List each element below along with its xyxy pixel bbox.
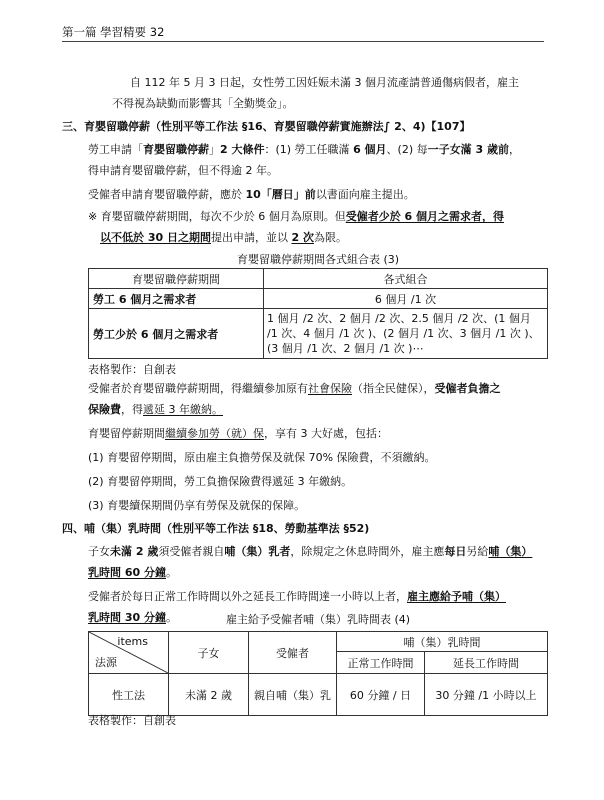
table-2-header-group: 哺（集）乳時間 [337,632,548,652]
table-2-row-extended: 30 分鐘 /1 小時以上 [425,674,548,716]
table-2-diagonal-header [89,632,169,674]
section-4-para-1: 子女未滿 2 歲須受僱者親自哺（集）乳者，除規定之休息時間外，雇主應每日另給哺（集） [88,545,533,558]
table-row [89,269,548,289]
table-2-row-law: 性工法 [89,674,169,716]
section-3-para-5: 育嬰留停薪期間繼續參加勞（就）保，享有 3 大好處，包括： [88,427,388,440]
table-2-sub-normal: 正常工作時間 [337,652,425,674]
table-1-row-1-value: 6 個月 /1 次 [264,289,548,309]
section-3-note-line-2: 以不低於 30 日之期間提出申請，並以 2 次為限。 [100,231,347,244]
table-2-row-child: 未滿 2 歲 [169,674,249,716]
section-4-para-2-line-2: 乳時間 30 分鐘。 [88,611,177,624]
table-1-row-1-label: 勞工 6 個月之需求者 [89,289,264,309]
intro-line-2: 不得視為缺勤而影響其「全勤獎金」。 [112,97,294,110]
table-1-row-2-value: 1 個月 /2 次、2 個月 /2 次、2.5 個月 /2 次、(1 個月 /1 次、4 個月 /1 次 )、(2 個月 /1 次、3 個月 /1 次 )、 (3 個月 /1 次、2 個月 /1 次 )⋯ [264,309,548,359]
table-2-sub-extended: 延長工作時間 [425,652,548,674]
table-2-caption: 雇主給予受僱者哺（集）乳時間表 (4) [225,613,411,626]
table-row [89,674,548,716]
section-3-note: ※ 育嬰留職停薪期間，每次不少於 6 個月為原則。但受僱者少於 6 個月之需求者，得 [88,210,505,223]
table-2-row-employee: 親自哺（集）乳 [249,674,337,716]
table-2-header-child: 子女 [169,632,249,674]
section-4-title: 四、哺（集）乳時間（性別平等工作法 §18、勞動基準法 §52) [62,522,370,535]
table-1-note: 表格製作：自創表 [88,363,176,376]
table-1 [88,268,548,359]
table-row [89,632,548,652]
page-header: 第一篇 學習精要 32 [62,25,165,39]
section-3-para-2: 受僱者申請育嬰留職停薪，應於 10「曆日」前以書面向雇主提出。 [88,188,415,201]
section-3-para-4: 受僱者於育嬰留職停薪期間，得繼續參加原有社會保險（指全民健保），受僱者負擔之 [88,382,501,395]
section-4-para-1-line-2: 乳時間 60 分鐘。 [88,566,177,579]
header-divider [62,41,544,42]
benefit-item-3: (3) 育嬰續保期間仍享有勞保及就保的保障。 [88,499,306,512]
section-4-para-2: 受僱者於每日正常工作時間以外之延長工作時間達一小時以上者，雇主應給予哺（集） [88,590,506,603]
table-1-caption: 育嬰留職停薪期間各式組合表 (3) [236,253,400,266]
table-2-header-employee: 受僱者 [249,632,337,674]
table-2-note: 表格製作：自創表 [88,714,176,727]
table-1-header-period: 育嬰留職停薪期間 [89,269,264,289]
section-3-para-1: 勞工申請「育嬰留職停薪」2 大條件：(1) 勞工任職滿 6 個月、(2) 每一子女滿 3 歲前， [88,143,520,156]
table-1-header-combos: 各式組合 [264,269,548,289]
table-2 [88,631,548,716]
table-row [89,309,548,359]
benefit-item-2: (2) 育嬰留停期間，勞工負擔保險費得遞延 3 年繳納。 [88,475,353,488]
table-2-row-normal: 60 分鐘 / 日 [337,674,425,716]
intro-line-1: 自 112 年 5 月 3 日起，女性勞工因妊娠未滿 3 個月流產請普通傷病假者，雇主 [130,76,519,89]
table-row [89,289,548,309]
section-3-title: 三、育嬰留職停薪（性別平等工作法 §16、育嬰留職停薪實施辦法∫ 2、4)【107】 [62,120,471,133]
diag-top-label: items [117,635,148,648]
section-3-para-4-line-2: 保險費，得遞延 3 年繳納。 [88,403,223,416]
table-1-row-2-label: 勞工少於 6 個月之需求者 [89,309,264,359]
section-3-para-1-line-2: 得申請育嬰留職停薪，但不得逾 2 年。 [88,164,278,177]
diag-bottom-label: 法源 [95,656,117,669]
benefit-item-1: (1) 育嬰留停期間，原由雇主負擔勞保及就保 70% 保險費，不須繳納。 [88,451,436,464]
